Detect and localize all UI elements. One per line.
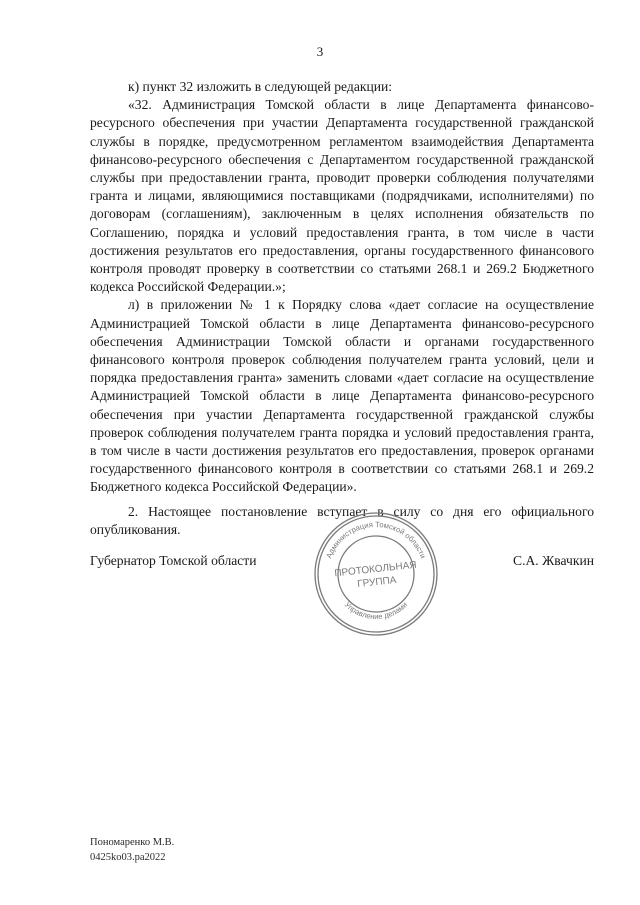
executor-name: Пономаренко М.В. xyxy=(90,837,175,848)
signer-name: С.А. Жвачкин xyxy=(513,553,594,568)
official-stamp xyxy=(311,509,441,639)
paragraph-32-text: «32. Администрация Томской области в лице Департамента финансово-ресурсного обеспечения при участии Департамента государственной гражданской службы в порядке, предусмотренном регламентом взаимодействия Департамента финансово-ресурсного обеспечения с Департаментом государственной гражданской службы при предоставлении гранта, проводит проверки соблюдения получателями гранта и лицами, являющимися поставщиками (подрядчиками, исполнителями) по договорам (соглашениям), заключенным в целях исполнения обязательств по Соглашению, порядка и условий предоставления гранта, в том числе в части достижения результатов его предоставления, органы государственного финансового контроля проводят проверку в соответствии со статьями 268.1 и 269.2 Бюджетного кодекса Российской Федерации.»; xyxy=(90,97,594,295)
stamp-outer-text-bottom: Управление делами xyxy=(342,600,410,622)
stamp-outer-text-top: Администрация Томской области xyxy=(324,519,428,560)
document-code: 0425ko03.pa2022 xyxy=(90,852,166,863)
stamp-center-line-2: ГРУППА xyxy=(356,574,397,590)
stamp-center-line-1: ПРОТОКОЛЬНАЯ xyxy=(333,559,418,580)
signer-title: Губернатор Томской области xyxy=(90,553,257,568)
paragraph-k-heading: к) пункт 32 изложить в следующей редакции: xyxy=(128,79,393,94)
page-number: 3 xyxy=(316,44,324,59)
document-body xyxy=(90,78,594,539)
paragraph-l-text: л) в приложении № 1 к Порядку слова «дает согласие на осуществление Администрацией Томской области в лице Департамента финансово-ресурсного обеспечения Администрации Томской области и органами государственного финансового контроля проверок соблюдения получателем гранта условий, цели и порядка предоставления гранта» заменить словами «дает согласие на осуществление Администрацией Томской области в лице Департамента финансово-ресурсного обеспечения при участии Департамента государственной гражданской службы проверок соблюдения получателем гранта порядка и условий предоставления гранта, в том числе в части достижения результатов его предоставления, проверок органами государственного финансового контроля в соответствии со статьями 268.1 и 269.2 Бюджетного кодекса Российской Федерации». xyxy=(90,297,594,495)
footer xyxy=(90,835,174,865)
paragraph-effective-date: 2. Настоящее постановление вступает в силу со дня его официального опубликования. xyxy=(90,503,594,537)
